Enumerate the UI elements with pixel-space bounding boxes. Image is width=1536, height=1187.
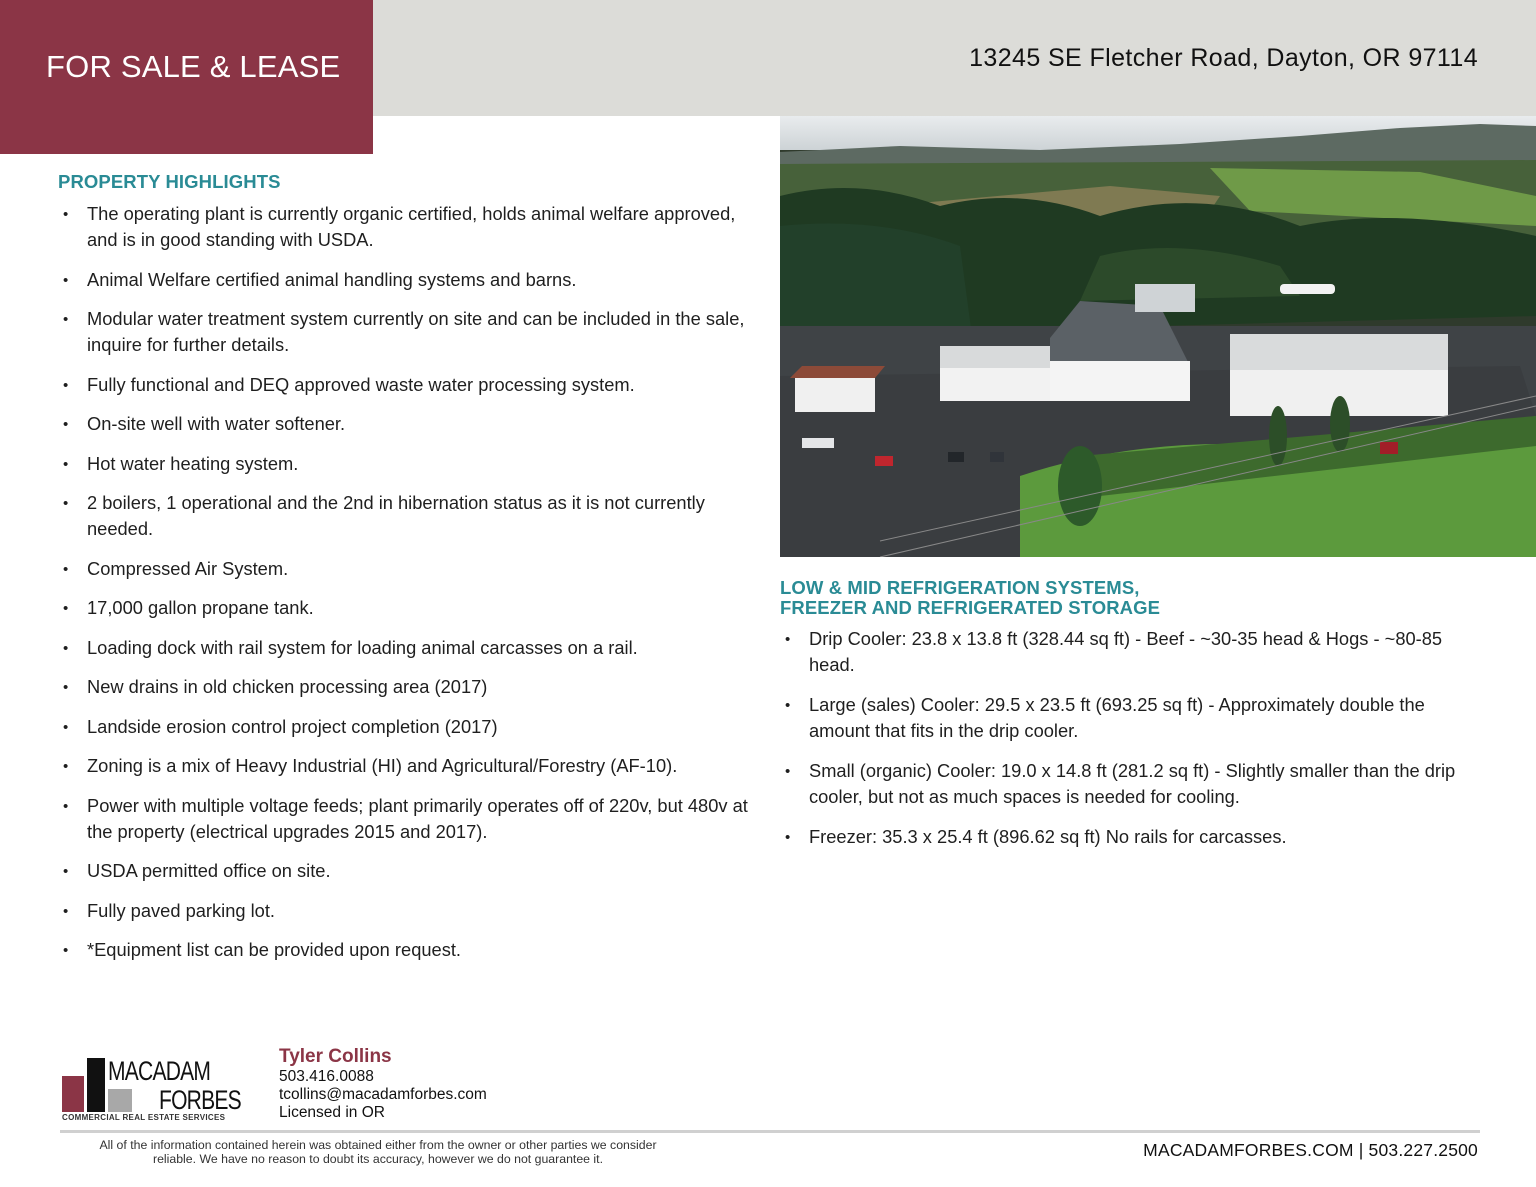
list-item: • Compressed Air System. [58, 556, 758, 582]
refrigeration-title-line1: LOW & MID REFRIGERATION SYSTEMS, [780, 577, 1140, 598]
disclaimer-line1: All of the information contained herein was obtained either from the owner or other parties we consider [99, 1138, 657, 1152]
list-item: • Modular water treatment system currently on site and can be included in the sale, inquire for further details. [58, 306, 758, 358]
agent-email[interactable]: tcollins@macadamforbes.com [279, 1086, 487, 1103]
company-contact[interactable]: MACADAMFORBES.COM | 503.227.2500 [1143, 1140, 1478, 1160]
logo-black-bar [87, 1058, 105, 1112]
refrigeration-title-line2: FREEZER AND REFRIGERATED STORAGE [780, 597, 1161, 618]
highlights-list [58, 201, 758, 977]
list-item: • 17,000 gallon propane tank. [58, 595, 758, 621]
list-item: • Power with multiple voltage feeds; plant primarily operates off of 220v, but 480v at the property (electrical upgrades 2015 and 2017). [58, 793, 758, 845]
list-item: • *Equipment list can be provided upon request. [58, 937, 758, 963]
logo-gray-bar [108, 1089, 132, 1112]
property-address: 13245 SE Fletcher Road, Dayton, OR 97114 [969, 44, 1478, 72]
list-item: • Landside erosion control project completion (2017) [58, 714, 758, 740]
list-item: • Freezer: 35.3 x 25.4 ft (896.62 sq ft) No rails for carcasses. [780, 824, 1490, 850]
disclaimer-line2: reliable. We have no reason to doubt its accuracy, however we do not guarantee it. [152, 1152, 603, 1166]
macadam-forbes-logo [62, 1056, 241, 1122]
logo-tagline: COMMERCIAL REAL ESTATE SERVICES [62, 1113, 226, 1122]
list-item: • The operating plant is currently organic certified, holds animal welfare approved, and is in good standing with USDA. [58, 201, 758, 253]
list-item: • Zoning is a mix of Heavy Industrial (HI) and Agricultural/Forestry (AF-10). [58, 753, 758, 779]
agent-license: Licensed in OR [279, 1104, 385, 1121]
list-item: • Large (sales) Cooler: 29.5 x 23.5 ft (693.25 sq ft) - Approximately double the amount that fits in the drip cooler. [780, 692, 1490, 744]
list-item: • 2 boilers, 1 operational and the 2nd in hibernation status as it is not currently needed. [58, 490, 758, 542]
list-item: • Fully functional and DEQ approved waste water processing system. [58, 372, 758, 398]
list-item: • New drains in old chicken processing area (2017) [58, 674, 758, 700]
aerial-property-photo [780, 116, 1536, 557]
list-item: • Hot water heating system. [58, 451, 758, 477]
list-item: • Fully paved parking lot. [58, 898, 758, 924]
footer-divider [60, 1130, 1480, 1133]
list-item: • Drip Cooler: 23.8 x 13.8 ft (328.44 sq ft) - Beef - ~30-35 head & Hogs - ~80-85 head. [780, 626, 1490, 678]
list-item: • On-site well with water softener. [58, 411, 758, 437]
logo-line1: MACADAM [108, 1056, 211, 1086]
agent-phone[interactable]: 503.416.0088 [279, 1068, 374, 1085]
list-item: • USDA permitted office on site. [58, 858, 758, 884]
logo-red-bar [62, 1076, 84, 1112]
agent-name: Tyler Collins [279, 1046, 392, 1067]
refrigeration-title [780, 578, 1160, 618]
sale-badge-label: FOR SALE & LEASE [46, 49, 341, 84]
list-item: • Small (organic) Cooler: 19.0 x 14.8 ft (281.2 sq ft) - Slightly smaller than the drip cooler, but not as much spaces is needed for cooling. [780, 758, 1490, 810]
sale-badge [0, 0, 373, 154]
list-item: • Loading dock with rail system for loading animal carcasses on a rail. [58, 635, 758, 661]
list-item: • Animal Welfare certified animal handling systems and barns. [58, 267, 758, 293]
logo-line2: FORBES [159, 1085, 241, 1115]
refrigeration-list [780, 626, 1490, 864]
highlights-title: PROPERTY HIGHLIGHTS [58, 171, 281, 192]
disclaimer [58, 1138, 698, 1166]
agent-contact [279, 1046, 487, 1122]
